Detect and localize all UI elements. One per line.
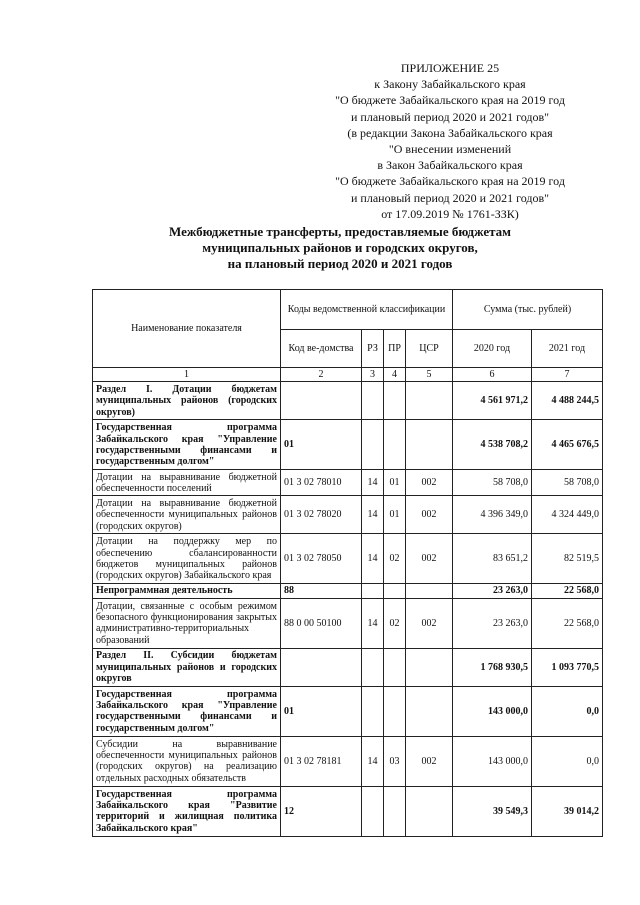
row-name: Непрограммная деятельность <box>93 584 281 598</box>
table-row <box>93 686 603 736</box>
col-number: 2 <box>281 368 362 382</box>
row-name: Государственная программа Забайкальского края "Развитие территорий и жилищная политика Забайкальского края" <box>93 786 281 836</box>
row-csr: 002 <box>406 598 453 648</box>
row-name: Раздел II. Субсидии бюджетам муниципальных районов и городских округов <box>93 648 281 686</box>
row-csr <box>406 420 453 470</box>
table-row <box>93 534 603 584</box>
row-rz <box>362 686 384 736</box>
title-line: на плановый период 2020 и 2021 годов <box>227 256 453 271</box>
title-line: муниципальных районов и городских округов, <box>202 240 478 255</box>
row-2021: 22 568,0 <box>532 584 603 598</box>
document-title <box>120 224 560 272</box>
row-name: Дотации, связанные с особым режимом безопасного функционирования закрытых административно-территориальных образований <box>93 598 281 648</box>
table-row <box>93 736 603 786</box>
row-code: 01 3 02 78020 <box>281 496 362 534</box>
row-rz <box>362 382 384 420</box>
row-rz <box>362 648 384 686</box>
row-2021: 4 488 244,5 <box>532 382 603 420</box>
appendix-line: "О бюджете Забайкальского края на 2019 год <box>335 174 565 189</box>
row-code <box>281 648 362 686</box>
row-code <box>281 382 362 420</box>
row-2020: 23 263,0 <box>453 598 532 648</box>
col-number: 3 <box>362 368 384 382</box>
row-pr <box>384 382 406 420</box>
row-name: Раздел I. Дотации бюджетам муниципальных районов (городских округов) <box>93 382 281 420</box>
appendix-line: ПРИЛОЖЕНИЕ 25 <box>400 61 500 75</box>
row-2020: 143 000,0 <box>453 686 532 736</box>
row-code: 12 <box>281 786 362 836</box>
row-pr <box>384 786 406 836</box>
row-rz: 14 <box>362 736 384 786</box>
row-2021: 58 708,0 <box>532 470 603 496</box>
row-name: Государственная программа Забайкальского края "Управление государственными финансами и государственным долгом" <box>93 420 281 470</box>
row-csr <box>406 584 453 598</box>
row-2020: 1 768 930,5 <box>453 648 532 686</box>
header-pr: ПР <box>384 330 406 368</box>
header-codes: Коды ведомственной классификации <box>281 290 453 330</box>
appendix-line: к Закону Забайкальского края <box>374 77 526 92</box>
row-pr: 02 <box>384 598 406 648</box>
table-row <box>93 648 603 686</box>
header-row <box>93 290 603 330</box>
row-2020: 23 263,0 <box>453 584 532 598</box>
row-pr: 02 <box>384 534 406 584</box>
row-code: 01 3 02 78010 <box>281 470 362 496</box>
header-2021: 2021 год <box>532 330 603 368</box>
column-numbers-row <box>93 368 603 382</box>
row-rz <box>362 584 384 598</box>
row-code: 01 3 02 78181 <box>281 736 362 786</box>
row-code: 88 0 00 50100 <box>281 598 362 648</box>
appendix-line: (в редакции Закона Забайкальского края <box>347 125 553 140</box>
appendix-line: и плановый период 2020 и 2021 годов" <box>350 190 550 205</box>
row-rz: 14 <box>362 470 384 496</box>
row-name: Дотации на выравнивание бюджетной обеспеченности муниципальных районов (городских округов) <box>93 496 281 534</box>
row-2021: 82 519,5 <box>532 534 603 584</box>
appendix-line: "О внесении изменений <box>388 142 512 157</box>
row-rz: 14 <box>362 598 384 648</box>
appendix-line: "О бюджете Забайкальского края на 2019 год <box>335 93 565 108</box>
header-rz: РЗ <box>362 330 384 368</box>
header-name: Наименование показателя <box>93 290 281 368</box>
row-2020: 58 708,0 <box>453 470 532 496</box>
row-csr <box>406 786 453 836</box>
row-csr: 002 <box>406 736 453 786</box>
table-row <box>93 786 603 836</box>
row-rz: 14 <box>362 534 384 584</box>
appendix-header <box>300 60 600 222</box>
row-pr <box>384 420 406 470</box>
row-2021: 0,0 <box>532 736 603 786</box>
row-pr <box>384 686 406 736</box>
row-2021: 0,0 <box>532 686 603 736</box>
row-pr: 01 <box>384 496 406 534</box>
row-code: 01 <box>281 420 362 470</box>
row-rz: 14 <box>362 496 384 534</box>
header-2020: 2020 год <box>453 330 532 368</box>
row-2020: 83 651,2 <box>453 534 532 584</box>
header-kod-ved: Код ве-домства <box>281 330 362 368</box>
row-2020: 4 396 349,0 <box>453 496 532 534</box>
row-name: Дотации на выравнивание бюджетной обеспеченности поселений <box>93 470 281 496</box>
row-code: 01 3 02 78050 <box>281 534 362 584</box>
col-number: 7 <box>532 368 603 382</box>
row-rz <box>362 420 384 470</box>
col-number: 1 <box>93 368 281 382</box>
row-name: Государственная программа Забайкальского края "Управление государственными финансами и государственным долгом" <box>93 686 281 736</box>
appendix-line: от 17.09.2019 № 1761-ЗЗК) <box>381 206 519 221</box>
appendix-line: в Закон Забайкальского края <box>377 158 523 173</box>
row-csr <box>406 382 453 420</box>
table-row <box>93 382 603 420</box>
table-row <box>93 584 603 598</box>
table-row <box>93 470 603 496</box>
row-2020: 4 538 708,2 <box>453 420 532 470</box>
row-2020: 143 000,0 <box>453 736 532 786</box>
row-pr: 01 <box>384 470 406 496</box>
row-rz <box>362 786 384 836</box>
header-csr: ЦСР <box>406 330 453 368</box>
row-2020: 39 549,3 <box>453 786 532 836</box>
title-line: Межбюджетные трансферты, предоставляемые бюджетам <box>168 224 512 239</box>
table-row <box>93 598 603 648</box>
row-csr <box>406 648 453 686</box>
col-number: 5 <box>406 368 453 382</box>
row-2020: 4 561 971,2 <box>453 382 532 420</box>
col-number: 4 <box>384 368 406 382</box>
row-2021: 4 324 449,0 <box>532 496 603 534</box>
table-row <box>93 420 603 470</box>
row-csr <box>406 686 453 736</box>
row-pr: 03 <box>384 736 406 786</box>
row-name: Субсидии на выравнивание обеспеченности муниципальных районов (городских округов) на реализацию отдельных расходных обязательств <box>93 736 281 786</box>
row-code: 88 <box>281 584 362 598</box>
row-csr: 002 <box>406 470 453 496</box>
row-2021: 39 014,2 <box>532 786 603 836</box>
row-name: Дотации на поддержку мер по обеспечению сбалансированности бюджетов муниципальных районов (городских округов) Забайкальского края <box>93 534 281 584</box>
appendix-line: и плановый период 2020 и 2021 годов" <box>350 109 550 124</box>
header-sum: Сумма (тыс. рублей) <box>453 290 603 330</box>
table-row <box>93 496 603 534</box>
row-pr <box>384 584 406 598</box>
row-2021: 1 093 770,5 <box>532 648 603 686</box>
row-code: 01 <box>281 686 362 736</box>
row-csr: 002 <box>406 534 453 584</box>
row-csr: 002 <box>406 496 453 534</box>
col-number: 6 <box>453 368 532 382</box>
transfers-table <box>92 289 603 837</box>
row-pr <box>384 648 406 686</box>
row-2021: 4 465 676,5 <box>532 420 603 470</box>
row-2021: 22 568,0 <box>532 598 603 648</box>
